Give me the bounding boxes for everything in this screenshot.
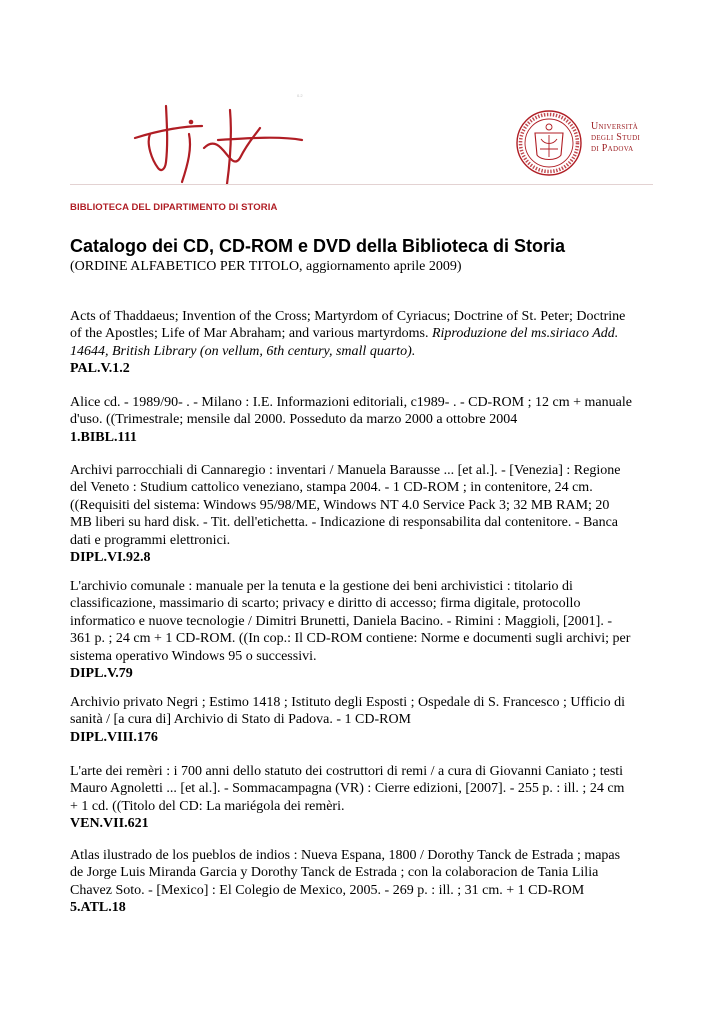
entry-line: Acts of Thaddaeus; Invention of the Cross; Martyrdom of Cyriacus; Doctrine of St. Peter; Doctrine xyxy=(70,309,626,324)
entry-line: Archivi parrocchiali di Cannaregio : inventari / Manuela Barausse ... [et al.]. - [Venezia] : Regione xyxy=(70,463,621,478)
entry-line: MB liberi su hard disk. - Tit. dell'etichetta. - Indicazione di responsabilita dal contenitore. - Banca xyxy=(70,515,618,531)
catalog-entry xyxy=(70,578,660,682)
catalog-entry xyxy=(70,394,660,446)
page-marker: 0.2 xyxy=(297,93,303,98)
entry-text xyxy=(70,394,660,429)
entry-line: Mauro Agnoletti ... [et al.]. - Sommacampagna (VR) : Cierre edizioni, [2007]. - 255 p. : ill. ; 24 cm xyxy=(70,781,625,797)
catalog-entry xyxy=(70,763,660,833)
document-title: Catalogo dei CD, CD-ROM e DVD della Biblioteca di Storia xyxy=(70,236,566,256)
department-label: BIBLIOTECA DEL DIPARTIMENTO DI STORIA xyxy=(70,202,278,213)
entry-line: of the Apostles; Life of Mar Abraham; and various martyrdoms. xyxy=(70,326,432,342)
entry-line: classificazione, massimario di scarto; privacy e diritto di accesso; firma digitale, protocollo xyxy=(70,596,581,612)
entry-line: Atlas ilustrado de los pueblos de indios : Nueva Espana, 1800 / Dorothy Tanck de Estrada ; mapas xyxy=(70,848,621,863)
entry-text xyxy=(70,462,660,549)
entry-line: Alice cd. - 1989/90- . - Milano : I.E. Informazioni editoriali, c1989- . - CD-ROM ; 12 cm + manuale xyxy=(70,395,632,410)
entry-text xyxy=(70,763,660,815)
entry-line: ((Requisiti del sistema: Windows 95/98/ME, Windows NT 4.0 Service Pack 3; 32 MB RAM; 20 xyxy=(70,497,610,513)
shelfmark: VEN.VII.621 xyxy=(70,816,149,832)
entry-line: sistema operativo Windows 95 o successivi. xyxy=(70,648,317,664)
entry-line: de Jorge Luis Miranda Garcia y Dorothy Tanck de Estrada ; con la colaboracion de Tania Lilia xyxy=(70,865,599,881)
header-banner xyxy=(70,98,653,188)
document-subtitle: (ORDINE ALFABETICO PER TITOLO, aggiornamento aprile 2009) xyxy=(70,259,462,274)
shelfmark: PAL.V.1.2 xyxy=(70,361,130,377)
dist-logo xyxy=(130,104,315,186)
university-name-line-1: Università xyxy=(591,121,639,132)
shelfmark: DIPL.VIII.176 xyxy=(70,729,158,745)
university-name-line-3: di Padova xyxy=(591,143,634,154)
catalog-entry xyxy=(70,308,660,378)
entry-text xyxy=(70,694,660,729)
entry-line: d'uso. ((Trimestrale; mensile dal 2000. Posseduto da marzo 2000 a ottobre 2004 xyxy=(70,412,518,428)
catalog-entry xyxy=(70,694,660,746)
catalog-entry xyxy=(70,462,660,566)
entry-line: L'arte dei remèri : i 700 anni dello statuto dei costruttori di remi / a cura di Giovanni Caniato ; testi xyxy=(70,764,624,779)
entry-line: Archivio privato Negri ; Estimo 1418 ; Istituto degli Esposti ; Ospedale di S. Francesco ; Ufficio di xyxy=(70,695,625,710)
entry-line: L'archivio comunale : manuale per la tenuta e la gestione dei beni archivistici : titolario di xyxy=(70,579,573,594)
university-seal-icon xyxy=(515,109,583,177)
entry-line: sanità / [a cura di] Archivio di Stato di Padova. - 1 CD-ROM xyxy=(70,712,411,728)
entry-italic-note: Riproduzione del ms.siriaco Add. xyxy=(431,326,619,342)
shelfmark: 5.ATL.18 xyxy=(70,900,126,916)
entry-line: del Veneto : Studium cattolico veneziano, stampa 2004. - 1 CD-ROM ; in contenitore, 24 cm. xyxy=(70,480,593,496)
entry-line: Chavez Soto. - [Mexico] : El Colegio de Mexico, 2005. - 269 p. : ill. ; 31 cm. + 1 CD-ROM xyxy=(70,882,585,898)
shelfmark: 1.BIBL.111 xyxy=(70,429,137,445)
entry-line: dati e programmi elettronici. xyxy=(70,532,231,548)
university-name-line-2: degli Studi xyxy=(591,132,641,143)
entry-text xyxy=(70,847,660,899)
entry-italic-note: 14644, British Library (on vellum, 6th century, small quarto). xyxy=(70,343,416,359)
entry-line: + 1 cd. ((Titolo del CD: La mariégola dei remèri. xyxy=(70,798,345,814)
entry-text xyxy=(70,578,660,665)
shelfmark: DIPL.VI.92.8 xyxy=(70,550,151,566)
catalog-entry xyxy=(70,847,660,917)
entry-text xyxy=(70,308,660,360)
university-name xyxy=(591,121,640,154)
header-rule xyxy=(70,184,653,185)
entry-line: 361 p. ; 24 cm + 1 CD-ROM. ((In cop.: Il CD-ROM contiene: Norme e documenti sugli archivi; per xyxy=(70,631,631,647)
shelfmark: DIPL.V.79 xyxy=(70,666,133,682)
entry-line: informatico e nuove tecnologie / Dimitri Brunetti, Daniela Bacino. - Rimini : Maggioli, [2001]. - xyxy=(70,613,612,629)
